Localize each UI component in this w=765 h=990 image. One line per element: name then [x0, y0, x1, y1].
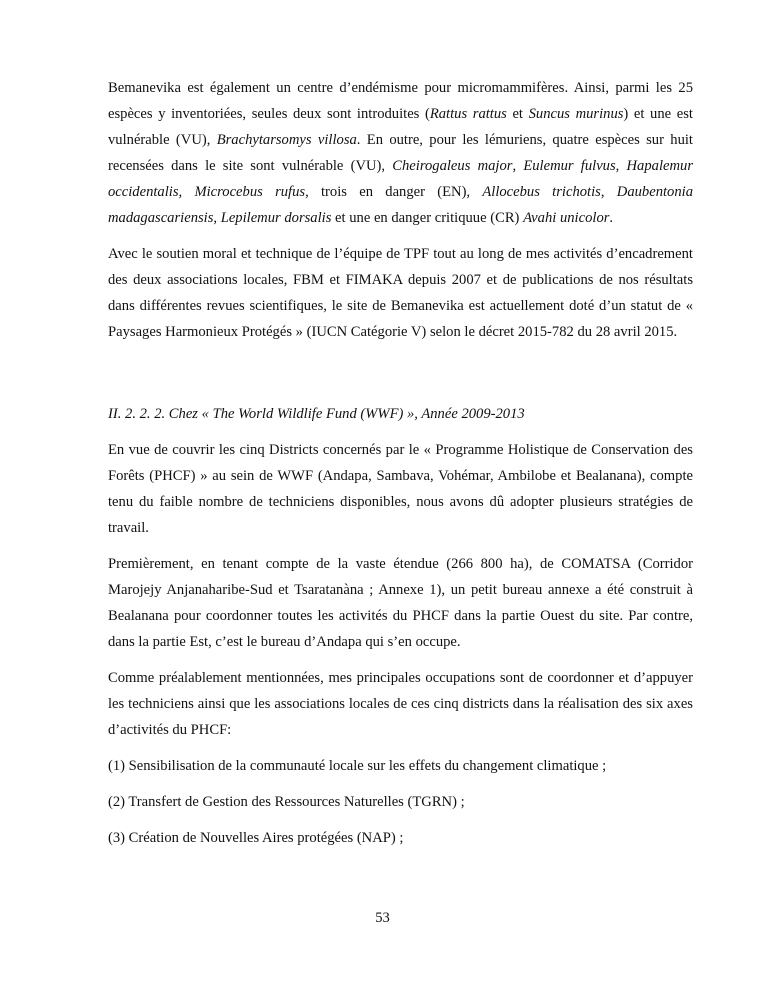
section-heading: II. 2. 2. 2. Chez « The World Wildlife Fund (WWF) », Année 2009-2013	[108, 406, 525, 422]
text-run: ) et une est vulnérable (VU),	[108, 106, 693, 148]
species-name: Daubentonia madagascariensis	[108, 184, 693, 226]
text-run: ,	[512, 158, 524, 174]
list-item: (2) Transfert de Gestion des Ressources Naturelles (TGRN) ;	[108, 794, 465, 810]
paragraph-comatsa: Premièrement, en tenant compte de la vaste étendue (266 800 ha), de COMATSA (Corridor Marojejy Anjanaharibe-Sud et Tsaratanàna ; Annexe 1), un petit bureau annexe a été construit à Bealanana pour coordonner toutes les activités du PHCF dans la partie Ouest du site. Par contre, dans la partie Est, c’est le bureau d’Andapa qui s’en occupe.	[108, 556, 693, 650]
species-name: Brachytarsomys villosa	[216, 132, 357, 148]
list-item: (3) Création de Nouvelles Aires protégées (NAP) ;	[108, 830, 404, 846]
list-item: (1) Sensibilisation de la communauté locale sur les effets du changement climatique ;	[108, 758, 607, 774]
page-body	[108, 75, 693, 861]
species-name: Rattus rattus	[429, 106, 507, 122]
species-name: Cheirogaleus major	[392, 158, 513, 174]
text-run: ,	[600, 184, 617, 200]
species-name: Suncus murinus	[528, 106, 624, 122]
text-run: . En outre, pour les lémuriens, quatre espèces sur huit recensées dans le site sont vulnérable (VU),	[108, 132, 693, 174]
text-run: et une en danger critiquue (CR)	[331, 210, 524, 226]
page-number: 53	[375, 910, 390, 926]
species-name: Eulemur fulvus	[523, 158, 616, 174]
species-name: Hapalemur occidentalis, Microcebus rufus	[108, 158, 693, 200]
species-name: Allocebus trichotis	[482, 184, 601, 200]
text-run: , trois en danger (EN),	[305, 184, 483, 200]
text-run: ,	[615, 158, 627, 174]
paragraph-occupations: Comme préalablement mentionnées, mes principales occupations sont de coordonner et d’appuyer les techniciens ainsi que les associations locales de ces cinq districts dans la réalisation des six axes d’activités du PHCF:	[108, 670, 693, 738]
text-run: et	[506, 106, 529, 122]
species-name: Avahi unicolor	[523, 210, 610, 226]
paragraph-tpf-support: Avec le soutien moral et technique de l’équipe de TPF tout au long de mes activités d’encadrement des deux associations locales, FBM et FIMAKA depuis 2007 et de publications de nos résultats dans différentes revues scientifiques, le site de Bemanevika est actuellement doté d’un statut de « Paysages Harmonieux Protégés » (IUCN Catégorie V) selon le décret 2015-782 du 28 avril 2015.	[108, 246, 693, 340]
paragraph-phcf-districts: En vue de couvrir les cinq Districts concernés par le « Programme Holistique de Conservation des Forêts (PHCF) » au sein de WWF (Andapa, Sambava, Vohémar, Ambilobe et Bealanana), compte tenu du faible nombre de techniciens disponibles, nous avons dû adopter plusieurs stratégies de travail.	[108, 442, 693, 536]
text-run: Bemanevika est également un centre d’endémisme pour micromammifères. Ainsi, parmi les 25 espèces y inventoriées, seules deux sont introduites (	[108, 80, 693, 122]
species-name: Lepilemur dorsalis	[220, 210, 332, 226]
text-run: ,	[213, 210, 221, 226]
text-run: .	[609, 210, 614, 226]
section-spacer	[108, 355, 693, 401]
paragraph-endemism	[108, 75, 693, 231]
